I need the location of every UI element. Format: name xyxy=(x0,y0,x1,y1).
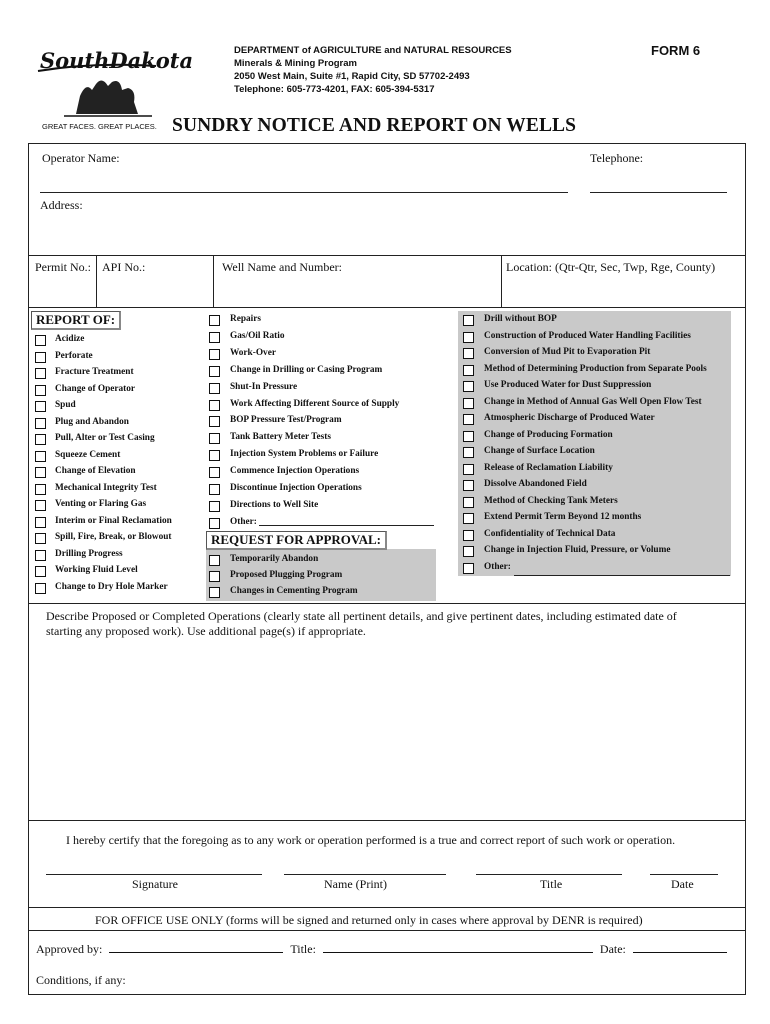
checkbox-extend-permit-term-beyond-12-months[interactable] xyxy=(463,513,474,524)
checkbox-gas-oil-ratio[interactable] xyxy=(209,332,220,343)
name-print-label: Name (Print) xyxy=(324,877,387,891)
signature-label: Signature xyxy=(132,877,178,891)
operator-name-label: Operator Name: xyxy=(42,151,120,165)
name-print-field[interactable] xyxy=(284,874,446,875)
date-label: Date xyxy=(671,877,694,891)
checkbox-label: Work Affecting Different Source of Supply xyxy=(230,398,400,409)
checkbox-commence-injection-operations[interactable] xyxy=(209,467,220,478)
checkbox-pull-alter-or-test-casing[interactable] xyxy=(35,434,46,445)
permit-no-label: Permit No.: xyxy=(35,260,91,274)
checkbox-label: Mechanical Integrity Test xyxy=(55,482,157,493)
checkbox-dissolve-abandoned-field[interactable] xyxy=(463,480,474,491)
checkbox-change-of-producing-formation[interactable] xyxy=(463,431,474,442)
checkbox-label: BOP Pressure Test/Program xyxy=(230,415,342,426)
checkbox-fracture-treatment[interactable] xyxy=(35,368,46,379)
checkbox-label: Directions to Well Site xyxy=(230,499,319,510)
checkbox-label: Change of Surface Location xyxy=(484,446,595,456)
signature-field[interactable] xyxy=(46,874,262,875)
dept-line: DEPARTMENT of AGRICULTURE and NATURAL RESOURCES xyxy=(234,45,512,56)
checkbox-drilling-progress[interactable] xyxy=(35,550,46,561)
well-name-label: Well Name and Number: xyxy=(222,260,342,274)
approved-by-text: Approved by: xyxy=(36,942,103,956)
divider xyxy=(28,930,746,931)
checkbox-label: Venting or Flaring Gas xyxy=(55,499,147,509)
operator-name-field[interactable] xyxy=(40,192,568,193)
approved-by-label xyxy=(36,942,727,957)
checkbox-label: Perforate xyxy=(55,350,93,361)
checkbox-conversion-of-mud-pit-to-evaporation-pit[interactable] xyxy=(463,348,474,359)
checkbox-use-produced-water-for-dust-suppression[interactable] xyxy=(463,381,474,392)
checkbox-mechanical-integrity-test[interactable] xyxy=(35,484,46,495)
checkbox-label: Extend Permit Term Beyond 12 months xyxy=(484,512,642,522)
checkbox-label: Conversion of Mud Pit to Evaporation Pit xyxy=(484,347,651,357)
checkbox-label: Construction of Produced Water Handling Facilities xyxy=(484,330,691,341)
checkbox-temporarily-abandon[interactable] xyxy=(209,555,220,566)
office-title-text: Title: xyxy=(290,942,316,956)
dept-line: 2050 West Main, Suite #1, Rapid City, SD 57702-2493 xyxy=(234,71,470,82)
other-approval-field[interactable] xyxy=(514,575,730,576)
checkbox-label: Acidize xyxy=(55,334,85,344)
approved-by-field[interactable] xyxy=(109,952,283,953)
checkbox-tank-battery-meter-tests[interactable] xyxy=(209,433,220,444)
checkbox-label: Change in Injection Fluid, Pressure, or Volume xyxy=(484,545,671,555)
api-no-label: API No.: xyxy=(102,260,146,274)
dept-line: Minerals & Mining Program xyxy=(234,58,357,69)
checkbox-drill-without-bop[interactable] xyxy=(463,315,474,326)
date-field[interactable] xyxy=(650,874,718,875)
checkbox-plug-and-abandon[interactable] xyxy=(35,418,46,429)
checkbox-proposed-plugging-program[interactable] xyxy=(209,571,220,582)
checkbox-label: Change of Producing Formation xyxy=(484,429,613,440)
checkbox-label: Fracture Treatment xyxy=(55,367,134,377)
checkbox-spill-fire-break-or-blowout[interactable] xyxy=(35,533,46,544)
checkbox-change-of-surface-location[interactable] xyxy=(463,447,474,458)
checkbox-change-to-dry-hole-marker[interactable] xyxy=(35,583,46,594)
checkbox-label: Other: xyxy=(484,561,511,572)
checkbox-squeeze-cement[interactable] xyxy=(35,451,46,462)
checkbox-change-in-drilling-or-casing-program[interactable] xyxy=(209,366,220,377)
checkbox-label: Atmospheric Discharge of Produced Water xyxy=(484,413,655,423)
checkbox-label: Squeeze Cement xyxy=(55,449,121,460)
state-logo xyxy=(34,38,194,133)
checkbox-shut-in-pressure[interactable] xyxy=(209,383,220,394)
dept-line: Telephone: 605-773-4201, FAX: 605-394-5317 xyxy=(234,84,435,95)
checkbox-label: Shut-In Pressure xyxy=(230,381,298,392)
divider xyxy=(96,255,97,308)
checkbox-venting-or-flaring-gas[interactable] xyxy=(35,500,46,511)
checkbox-label: Drill without BOP xyxy=(484,314,557,324)
checkbox-label: Method of Determining Production from Separate Pools xyxy=(484,363,707,374)
office-date-text: Date: xyxy=(599,942,626,956)
checkbox-construction-of-produced-water-handling-facilities[interactable] xyxy=(463,332,474,343)
divider xyxy=(501,255,502,308)
checkbox-working-fluid-level[interactable] xyxy=(35,566,46,577)
checkbox-label: Spill, Fire, Break, or Blowout xyxy=(55,532,172,542)
checkbox-label: Changes in Cementing Program xyxy=(230,586,358,597)
checkbox-perforate[interactable] xyxy=(35,352,46,363)
checkbox-atmospheric-discharge-of-produced-water[interactable] xyxy=(463,414,474,425)
other-report-field[interactable] xyxy=(259,525,434,526)
checkbox-label: Interim or Final Reclamation xyxy=(55,515,172,526)
divider xyxy=(213,255,214,308)
checkbox-directions-to-well-site[interactable] xyxy=(209,501,220,512)
address-field[interactable] xyxy=(40,212,740,250)
checkbox-label: Release of Reclamation Liability xyxy=(484,462,613,473)
checkbox-label: Discontinue Injection Operations xyxy=(230,483,362,493)
checkbox-label: Pull, Alter or Test Casing xyxy=(55,433,155,443)
title-field[interactable] xyxy=(476,874,622,875)
office-title-field[interactable] xyxy=(323,952,593,953)
checkbox-label: Change of Operator xyxy=(55,383,136,394)
checkbox-method-of-checking-tank-meters[interactable] xyxy=(463,497,474,508)
checkbox-label: Plug and Abandon xyxy=(55,416,129,427)
checkbox-change-in-method-of-annual-gas-well-open-flow-test[interactable] xyxy=(463,398,474,409)
checkbox-label: Change of Elevation xyxy=(55,466,136,476)
checkbox-spud[interactable] xyxy=(35,401,46,412)
checkbox-change-of-operator[interactable] xyxy=(35,385,46,396)
checkbox-label: Use Produced Water for Dust Suppression xyxy=(484,380,652,390)
checkbox-interim-or-final-reclamation[interactable] xyxy=(35,517,46,528)
office-date-field[interactable] xyxy=(633,952,727,953)
checkbox-discontinue-injection-operations[interactable] xyxy=(209,484,220,495)
checkbox-repairs[interactable] xyxy=(209,315,220,326)
checkbox-label: Confidentiality of Technical Data xyxy=(484,528,616,539)
telephone-label: Telephone: xyxy=(590,151,644,165)
department-address xyxy=(234,44,512,96)
checkbox-label: Spud xyxy=(55,400,76,410)
report-of-header: REPORT OF: xyxy=(31,311,121,330)
checkbox-label: Tank Battery Meter Tests xyxy=(230,432,331,443)
location-label: Location: (Qtr-Qtr, Sec, Twp, Rge, County) xyxy=(506,260,716,274)
checkbox-confidentiality-of-technical-data[interactable] xyxy=(463,530,474,541)
checkbox-label: Other: xyxy=(230,516,257,527)
checkbox-label: Work-Over xyxy=(230,347,276,358)
checkbox-work-over[interactable] xyxy=(209,349,220,360)
checkbox-label: Drilling Progress xyxy=(55,548,123,559)
checkbox-label: Injection System Problems or Failure xyxy=(230,449,379,460)
checkbox-other[interactable] xyxy=(463,563,474,574)
checkbox-label: Change in Method of Annual Gas Well Open Flow Test xyxy=(484,396,702,407)
checkbox-label: Gas/Oil Ratio xyxy=(230,330,285,341)
checkbox-label: Temporarily Abandon xyxy=(230,554,319,564)
logo-tagline: GREAT FACES. GREAT PLACES. xyxy=(42,122,157,131)
address-label: Address: xyxy=(40,198,83,212)
checkbox-work-affecting-different-source-of-supply[interactable] xyxy=(209,400,220,411)
checkbox-other[interactable] xyxy=(209,518,220,529)
conditions-label: Conditions, if any: xyxy=(36,973,126,987)
checkbox-label: Commence Injection Operations xyxy=(230,466,360,477)
checkbox-method-of-determining-production-from-separate-pools[interactable] xyxy=(463,365,474,376)
title-label: Title xyxy=(540,877,563,891)
form-title: SUNDRY NOTICE AND REPORT ON WELLS xyxy=(172,115,577,136)
checkbox-label: Change to Dry Hole Marker xyxy=(55,581,168,592)
checkbox-release-of-reclamation-liability[interactable] xyxy=(463,464,474,475)
checkbox-acidize[interactable] xyxy=(35,335,46,346)
checkbox-change-in-injection-fluid-pressure-or-volume[interactable] xyxy=(463,546,474,557)
checkbox-label: Repairs xyxy=(230,314,261,324)
checkbox-injection-system-problems-or-failure[interactable] xyxy=(209,450,220,461)
describe-line1: Describe Proposed or Completed Operations (clearly state all pertinent details, and give pertinent dates, including estimated date of xyxy=(46,609,677,623)
checkbox-label: Dissolve Abandoned Field xyxy=(484,479,587,489)
checkbox-change-of-elevation[interactable] xyxy=(35,467,46,478)
telephone-field[interactable] xyxy=(590,192,727,193)
request-approval-header: REQUEST FOR APPROVAL: xyxy=(206,531,387,550)
office-use-header: FOR OFFICE USE ONLY (forms will be signed and returned only in cases where approval by DENR is required) xyxy=(95,913,643,927)
checkbox-changes-in-cementing-program[interactable] xyxy=(209,587,220,598)
checkbox-label: Proposed Plugging Program xyxy=(230,570,343,581)
certify-statement: I hereby certify that the foregoing as to any work or operation performed is a true and correct report of such work or operation. xyxy=(66,833,676,847)
describe-line2: starting any proposed work). Use additional page(s) if appropriate. xyxy=(46,624,366,638)
checkbox-label: Change in Drilling or Casing Program xyxy=(230,364,383,375)
checkbox-label: Working Fluid Level xyxy=(55,565,138,575)
form-number: FORM 6 xyxy=(651,43,701,58)
logo-wordmark: SouthDakota xyxy=(40,48,194,73)
checkbox-label: Method of Checking Tank Meters xyxy=(484,495,618,506)
checkbox-bop-pressure-test-program[interactable] xyxy=(209,416,220,427)
operations-description-field[interactable] xyxy=(40,642,740,817)
